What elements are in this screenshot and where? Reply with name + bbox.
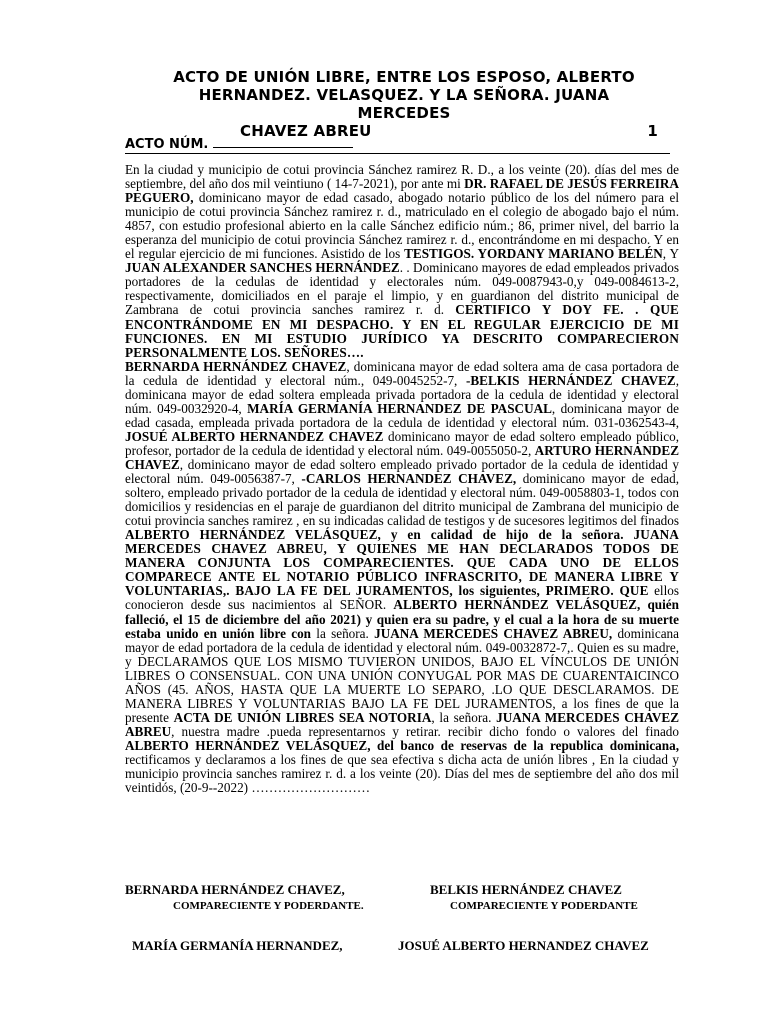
declaration-text: dominicana mayor de edad portadora de la cedula de identidad y electoral núm. 049-0032872-7,. Quien es su madre, y DECLARAMOS QUE LOS MISMO TUVIERON UNIDOS, BAJO EL VÍNCULOS DE UNIÓN LIBRES O CONSENSUAL. CON UNA UNIÓN CONYUGAL POR MAS DE CUARENTAICINCO AÑOS (45. AÑOS, HASTA QUE LA MUERTE LO SEPARO, .LO QUE DESCLARAMOS. DE MANERA LIBRES Y VOLUNTARIAS BAJO LA FE DEL JURAMENTOS, a los fines de que la presente	[125, 625, 679, 725]
certifico-paragraph: CERTIFICO Y DOY FE. . QUE ENCONTRÁNDOME EN MI DESPACHO. Y EN EL REGULAR EJERCICIO DE MI FUNCIONES. EN MI ESTUDIO JURÍDICO YA DESCRITO COMPARECIERON PERSONALMENTE LOS. SEÑORES….	[125, 302, 679, 360]
signature-block-2	[430, 882, 638, 912]
declaration-text: ALBERTO HERNÁNDEZ VELÁSQUEZ, quién falleció, el 15 de diciembre del año 2021) y quien era su padre, y el cual a la hora de su muerte estaba unido en unión libre con	[125, 597, 679, 641]
document-title	[120, 68, 688, 140]
compareciente-name: BERNARDA HERNÁNDEZ CHAVEZ	[125, 358, 347, 374]
document-body	[125, 163, 679, 795]
title-line-1: ACTO DE UNIÓN LIBRE, ENTRE LOS ESPOSO, ALBERTO	[173, 68, 635, 86]
compareciente-text: dominicano mayor de edad, soltero, empleado privado portador de la cedula de identidad y electoral núm. 049-0058803-1, todos con domicilios y residencias en el paraje de guardianon del ditrito municipal de Zambrana del municipio de cotui provincia sanches ramirez , en su indicadas calidad de testigos y de sucesores legitimos del finados	[125, 471, 679, 529]
declaration-text: , nuestra madre .pueda representarnos y retirar. recibir dicho fondo o valores del finado	[171, 723, 679, 739]
declaration-text: , la señora.	[431, 709, 497, 725]
declaration-text: JUANA MERCEDES CHAVEZ ABREU,	[374, 625, 613, 641]
compareciente-name: -CARLOS HERNANDEZ CHAVEZ,	[301, 471, 517, 487]
body-text: En la ciudad y municipio de cotui provincia Sánchez ramirez R. D., a los veinte (20). días del mes de septiembre, del año dos mil veintiuno ( 14-7-2021), por ante mi	[125, 162, 679, 192]
declaration-text: ellos conocieron desde sus nacimientos al SEÑOR.	[125, 583, 679, 613]
acto-number-line	[125, 136, 670, 154]
title-line-4: CHAVEZ ABREU	[240, 122, 372, 140]
notary-name: DR. RAFAEL DE JESÚS FERREIRA PEGUERO,	[125, 176, 679, 206]
declaration-text: rectificamos y declaramos a los fines de que sea efectiva s dicha acta de unión libres , En la ciudad y municipio provincia sanches ramirez r. d. a los veinte (20). Días del mes de septiembre del año dos mil veintidós, (20-9--2022) ………………………	[125, 751, 679, 796]
acto-number-label: ACTO NÚM.	[125, 137, 209, 152]
witnesses-name: JUAN ALEXANDER SANCHES HERNÁNDEZ	[125, 260, 400, 276]
body-text: dominicano mayor de edad casado, abogado notario público de los del número para el municipio de cotui provincia Sánchez ramirez r. d., matriculado en el colegio de abogado bajo el núm. 4857, con estudio profesional abierto en la calle Sánchez edificio núm.; 86, primer nivel, del barrio la esperanza del municipio de cotui provincia Sánchez ramirez r. d., encontrándome en mi despacho. Y en el regular ejercicio de mi funciones. Asistido de los	[125, 190, 679, 262]
witnesses-name: TESTIGOS. YORDANY MARIANO BELÉN	[404, 246, 663, 262]
compareciente-text: , dominicana mayor de edad soltera ama de casa portadora de la cedula de identidad y electoral núm., 049-0045252-7,	[125, 358, 679, 388]
body-text: . . Dominicano mayores de edad empleados privados portadores de la cedulas de identidad y electorales núm. 049-0087943-0,y 049-0084613-2, respectivamente, domiciliados en el paraje el limpio, y en guardianon del distrito municipal de Zambrana de cotui provincia sanches ramirez r. d.	[125, 260, 679, 318]
acto-number-blank	[213, 136, 353, 148]
compareciente-text: , dominicana mayor de edad soltera empleada privada portadora de la cedula de identidad y electoral núm. 049-0032920-4,	[125, 372, 679, 416]
declaration-text: la señora.	[311, 625, 375, 641]
compareciente-name: ARTURO HERNANDEZ CHAVEZ	[125, 442, 679, 472]
signature-role: COMPARECIENTE Y PODERDANTE	[450, 900, 638, 912]
signature-role: COMPARECIENTE Y PODERDANTE.	[173, 900, 364, 912]
body-text: , Y	[662, 246, 679, 262]
signature-name: JOSUÉ ALBERTO HERNANDEZ CHAVEZ	[398, 938, 649, 953]
compareciente-name: JOSUÉ ALBERTO HERNANDEZ CHAVEZ	[125, 428, 384, 444]
title-line-2: HERNANDEZ. VELASQUEZ. Y LA SEÑORA. JUANA	[198, 86, 610, 104]
declaration-text: ACTA DE UNIÓN LIBRES SEA NOTORIA	[173, 709, 432, 725]
signature-name: BERNARDA HERNÁNDEZ CHAVEZ,	[125, 882, 345, 897]
declaration-text: ALBERTO HERNÁNDEZ VELÁSQUEZ, y en calidad de hijo de la señora. JUANA MERCEDES CHAVEZ ABREU, Y QUIENES ME HAN DECLARADOS TODOS DE MANERA CONJUNTA LOS COMPARECIENTES. QUE CADA UNO DE ELLOS COMPARECE ANTE EL NOTARIO PÚBLICO INFRASCRITO, DE MANERA LIBRE Y VOLUNTARIAS,. BAJO LA FE DEL JURAMENTOS, los siguientes, PRIMERO. QUE	[125, 527, 679, 599]
declaration-text: ALBERTO HERNÁNDEZ VELÁSQUEZ, del banco de reservas de la republica dominicana,	[125, 737, 679, 753]
compareciente-text: dominicano mayor de edad soltero empleado público, profesor, portador de la cedula de identidad y electoral núm. 049-0055050-2,	[125, 428, 679, 458]
signature-block-3	[132, 937, 343, 955]
signature-block-4	[398, 937, 649, 955]
compareciente-name: MARÍA GERMANÍA HERNANDEZ DE PASCUAL	[247, 400, 552, 416]
compareciente-text: , dominicano mayor de edad soltero empleado privado portador de la cedula de identidad y electoral núm. 049-0056387-7,	[125, 456, 679, 487]
title-line-3: MERCEDES	[357, 104, 451, 122]
signature-block-1	[125, 882, 364, 912]
declaration-text: JUANA MERCEDES CHAVEZ ABREU	[125, 709, 679, 739]
signature-name: MARÍA GERMANÍA HERNANDEZ,	[132, 938, 343, 953]
compareciente-name: -BELKIS HERNÁNDEZ CHAVEZ	[465, 372, 676, 388]
signature-name: BELKIS HERNÁNDEZ CHAVEZ	[430, 882, 622, 897]
page-number: 1	[647, 122, 658, 140]
compareciente-text: , dominicana mayor de edad casada, empleada privada portadora de la cedula de identidad y electoral núm. 031-0362543-4,	[125, 400, 679, 430]
